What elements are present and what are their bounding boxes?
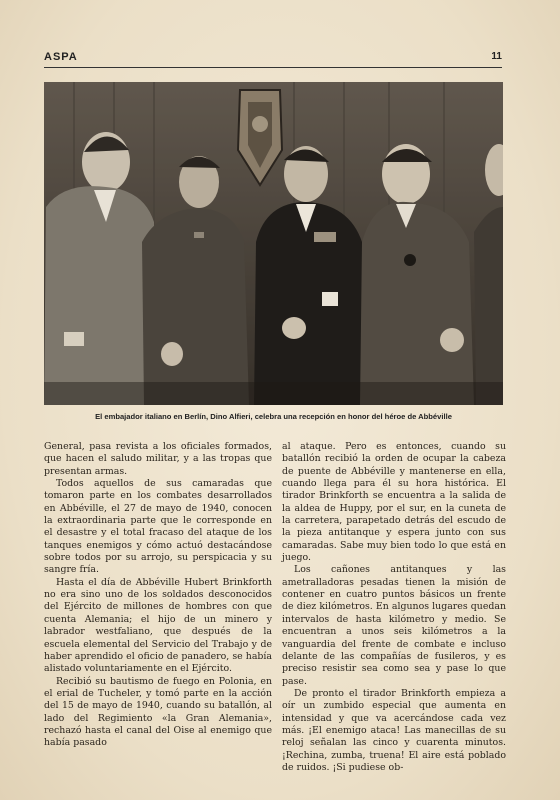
paragraph: al ataque. Pero es entonces, cuando su batallón recibió la orden de ocupar la cabeza de puente de Abbéville y mantenerse en ella, cuando llega para él su hora histórica. El tirador Brinkforth se encuentra a la salida de la aldea de Huppy, por el sur, en la cuneta de la carretera, parapetado detrás del escudo de la pieza antitanque y espera junto con sus camaradas. Sabe muy bien todo lo que está en juego.: [282, 441, 506, 564]
photograph: [44, 82, 503, 405]
page-number: 11: [491, 51, 502, 62]
header-rule: [44, 67, 502, 68]
photograph-illustration: [44, 82, 503, 405]
article-column-right: [282, 441, 506, 774]
article-column-left: [44, 441, 272, 750]
paragraph: Los cañones antitanques y las ametralladoras pesadas tienen la misión de contener en cuatro puntos básicos un frente de diez kilómetros. En algunos lugares quedan intervalos de hasta kilómetro y medio. Se encuentran a unos seis kilómetros a la vanguardia del frente de combate e incluso delante de las compañías de fusileros, y es preciso resistir sea como sea y pase lo que pase.: [282, 564, 506, 687]
magazine-title: ASPA: [44, 51, 78, 63]
paragraph: De pronto el tirador Brinkforth empieza a oír un zumbido especial que aumenta en intensidad y que va acercándose cada vez más. ¡El enemigo ataca! Las manecillas de su reloj señalan las cinco y cuarenta minutos. ¡Rechina, zumba, truena! El aire está poblado de ruidos. ¡Si pudiese ob-: [282, 687, 506, 773]
photo-caption: El embajador italiano en Berlín, Dino Alfieri, celebra una recepción en honor del héroe de Abbéville: [95, 412, 452, 421]
paragraph: Todos aquellos de sus camaradas que tomaron parte en los combates desarrollados en Abbéville, el 27 de mayo de 1940, conocen la extraordinaria parte que le corresponde en el desastre y el total fracaso del ataque de los tanques enemigos y cómo actuó destacándose sobre todos por su arrojo, su perspicacia y su sangre fría.: [44, 478, 272, 576]
running-header: [44, 51, 502, 67]
paragraph: Hasta el día de Abbéville Hubert Brinkforth no era sino uno de los soldados desconocidos del Ejército de millones de hombres con que cuenta Alemania; el hijo de un minero y labrador westfaliano, que después de la escuela elemental del Servicio del Trabajo y de haber aprendido el oficio de panadero, se había alistado voluntariamente en el Ejército.: [44, 576, 272, 675]
paragraph: General, pasa revista a los oficiales formados, que hacen el saludo militar, y a las tropas que presentan armas.: [44, 441, 272, 477]
paragraph: Recibió su bautismo de fuego en Polonia, en el erial de Tucheler, y tomó parte en la acción del 15 de mayo de 1940, cuando su batallón, al lado del Regimiento «la Gran Alemania», rechazó hasta el canal del Oise al enemigo que había pasado: [44, 675, 272, 749]
